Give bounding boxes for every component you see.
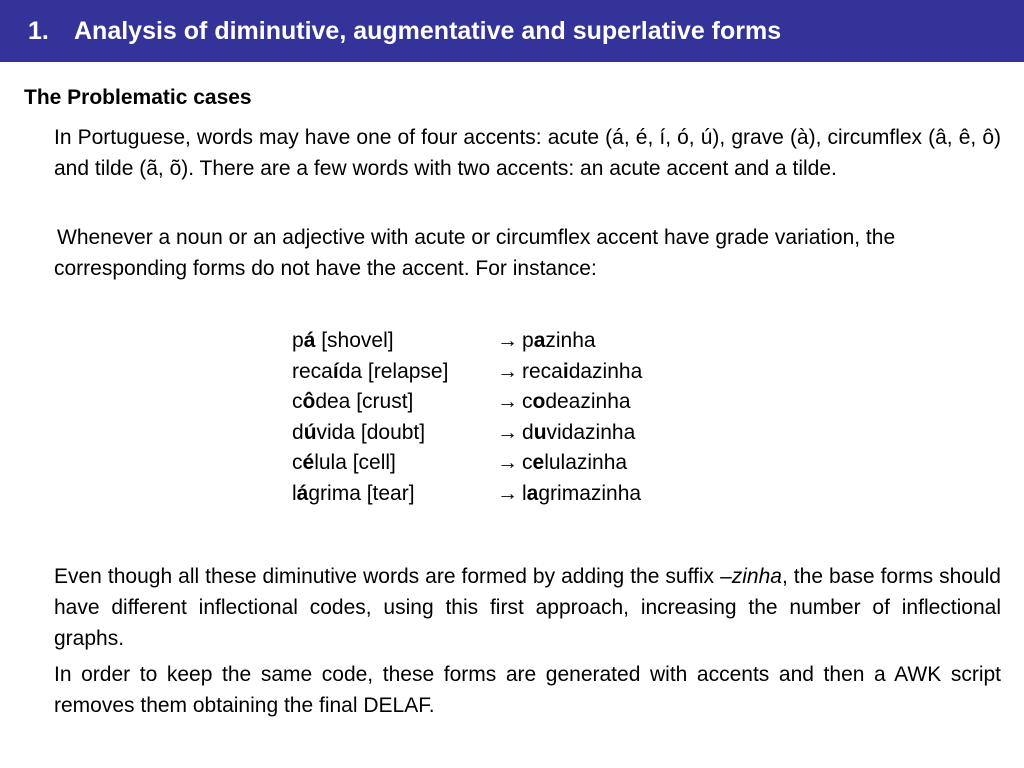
arrow-icon: → — [497, 451, 518, 475]
arrow-icon: → — [497, 481, 518, 505]
example-base-form: côdea [crust] — [292, 390, 414, 414]
example-base-form: lágrima [tear] — [292, 481, 415, 505]
example-row — [292, 357, 642, 388]
paragraph-suffix: Even though all these diminutive words are formed by adding the suffix –zinha, the base forms should have different inflectional codes, using this first approach, increasing the number of inflectional graphs. — [54, 565, 1001, 650]
example-diminutive-form: → duvidazinha — [497, 418, 635, 449]
paragraph-grade-variation: Whenever a noun or an adjective with acute or circumflex accent have grade variation, the corresponding forms do not have the accent. For instance: — [54, 226, 896, 280]
example-row — [292, 326, 642, 357]
arrow-icon: → — [497, 329, 518, 352]
slide-title-bar — [0, 0, 1024, 62]
arrow-icon: → — [497, 420, 518, 444]
example-diminutive-form: → pazinha — [497, 326, 596, 357]
example-row — [292, 479, 642, 510]
paragraph-awk: In order to keep the same code, these forms are generated with accents and then a AWK script removes them obtaining the final DELAF. — [54, 663, 1001, 717]
title-number: 1. — [28, 16, 49, 45]
section-heading: The Problematic cases — [24, 86, 252, 109]
arrow-icon: → — [497, 359, 518, 383]
example-base-form: célula [cell] — [292, 451, 396, 475]
slide-title: Analysis of diminutive, augmentative and superlative forms — [74, 16, 782, 45]
example-diminutive-form: → recaidazinha — [497, 357, 642, 388]
example-row — [292, 448, 642, 479]
example-diminutive-form: → celulazinha — [497, 448, 627, 479]
example-diminutive-form: → codeazinha — [497, 387, 631, 418]
arrow-icon: → — [497, 390, 518, 414]
example-row — [292, 418, 642, 449]
suffix-italic: zinha — [731, 565, 782, 588]
example-base-form: pá [shovel] — [292, 329, 394, 352]
example-base-form: recaída [relapse] — [292, 359, 449, 383]
example-base-form: dúvida [doubt] — [292, 420, 426, 444]
paragraph-accents: In Portuguese, words may have one of four accents: acute (á, é, í, ó, ú), grave (à), circumflex (â, ê, ô) and tilde (ã, õ). There are a few words with two accents: an acute accent and a tilde. — [54, 126, 1001, 180]
example-row — [292, 387, 642, 418]
example-diminutive-form: → lagrimazinha — [497, 479, 641, 510]
examples-list — [292, 326, 642, 510]
